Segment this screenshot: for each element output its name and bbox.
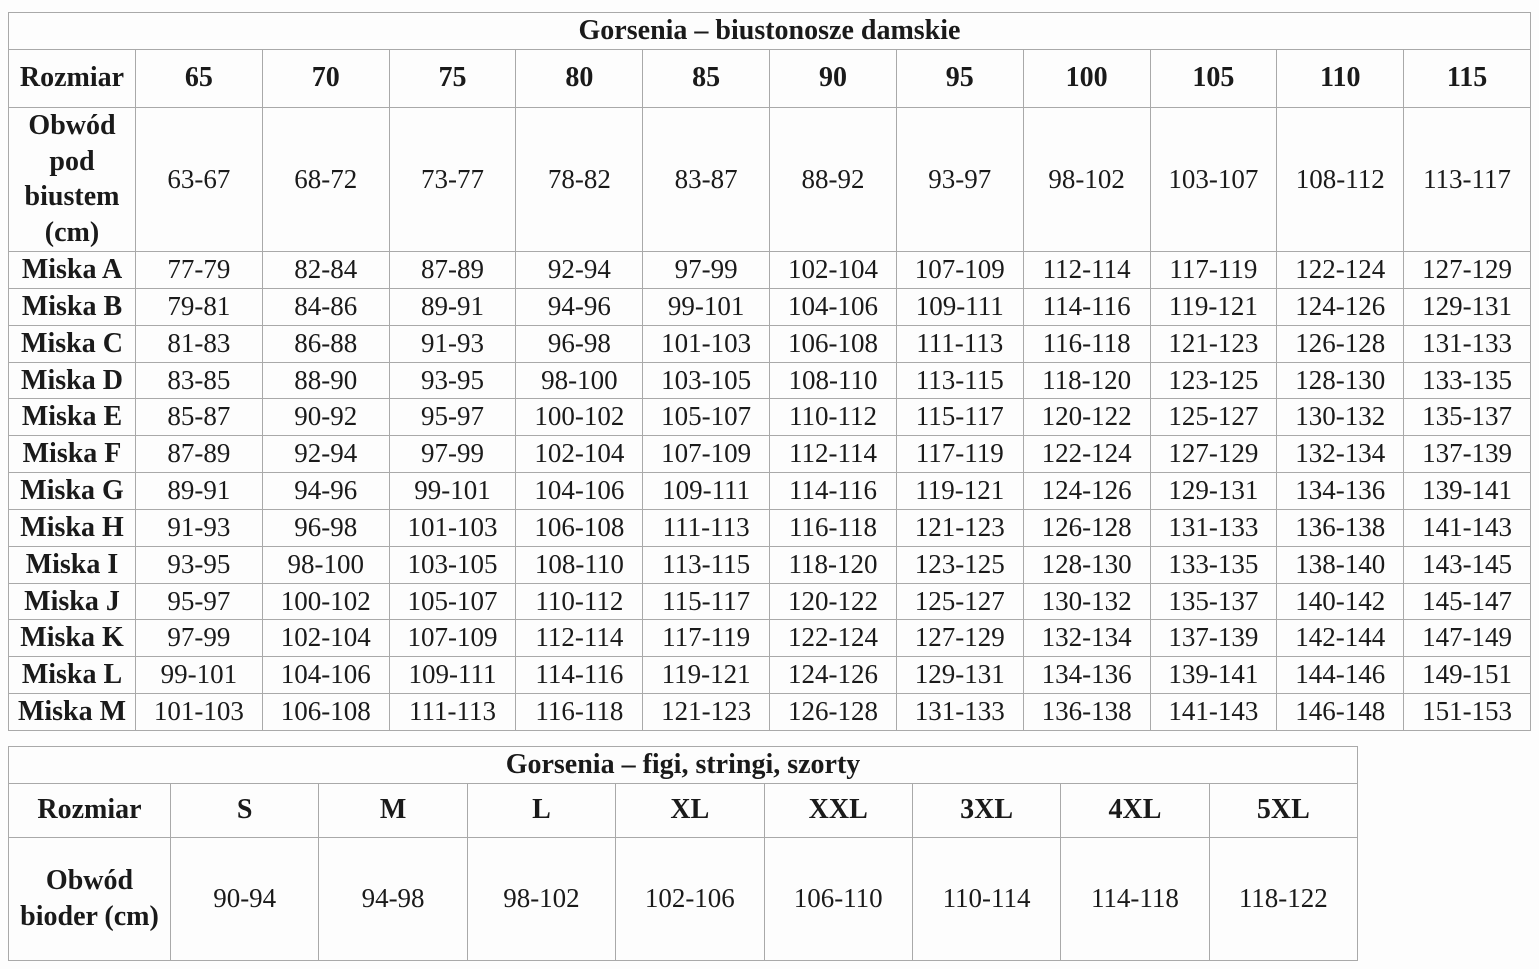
range-cell: 128-130 bbox=[1277, 362, 1404, 399]
range-cell: 98-102 bbox=[467, 837, 615, 960]
range-cell: 108-110 bbox=[770, 362, 897, 399]
row-label: Miska K bbox=[9, 620, 136, 657]
range-cell: 109-111 bbox=[896, 288, 1023, 325]
range-cell: 130-132 bbox=[1277, 399, 1404, 436]
range-cell: 135-137 bbox=[1150, 583, 1277, 620]
range-cell: 73-77 bbox=[389, 107, 516, 251]
range-cell: 131-133 bbox=[1404, 325, 1531, 362]
row-label: Obwód pod biustem (cm) bbox=[9, 107, 136, 251]
sizes-row bbox=[9, 783, 1358, 837]
range-cell: 98-102 bbox=[1023, 107, 1150, 251]
panties-table-body bbox=[9, 837, 1358, 960]
range-cell: 133-135 bbox=[1404, 362, 1531, 399]
range-cell: 119-121 bbox=[643, 657, 770, 694]
range-cell: 91-93 bbox=[389, 325, 516, 362]
size-header-cell: 65 bbox=[136, 49, 263, 107]
size-header-cell: 115 bbox=[1404, 49, 1531, 107]
range-cell: 94-96 bbox=[262, 473, 389, 510]
row-label: Obwód bioder (cm) bbox=[9, 837, 171, 960]
panties-table-title-row bbox=[9, 746, 1358, 783]
range-cell: 131-133 bbox=[1150, 509, 1277, 546]
row-label: Miska F bbox=[9, 436, 136, 473]
range-cell: 88-92 bbox=[770, 107, 897, 251]
row-label: Miska E bbox=[9, 399, 136, 436]
size-header-cell: 95 bbox=[896, 49, 1023, 107]
range-cell: 122-124 bbox=[1277, 252, 1404, 289]
range-cell: 83-87 bbox=[643, 107, 770, 251]
range-cell: 94-98 bbox=[319, 837, 467, 960]
bra-table-title: Gorsenia – biustonosze damskie bbox=[9, 13, 1531, 50]
range-cell: 110-112 bbox=[770, 399, 897, 436]
range-cell: 98-100 bbox=[516, 362, 643, 399]
range-cell: 117-119 bbox=[896, 436, 1023, 473]
range-cell: 119-121 bbox=[1150, 288, 1277, 325]
panties-size-table bbox=[8, 746, 1358, 961]
range-cell: 107-109 bbox=[643, 436, 770, 473]
range-cell: 111-113 bbox=[896, 325, 1023, 362]
table-row bbox=[9, 546, 1531, 583]
range-cell: 138-140 bbox=[1277, 546, 1404, 583]
range-cell: 145-147 bbox=[1404, 583, 1531, 620]
row-label: Miska I bbox=[9, 546, 136, 583]
range-cell: 124-126 bbox=[1277, 288, 1404, 325]
size-header-cell: XL bbox=[616, 783, 764, 837]
row-label: Miska L bbox=[9, 657, 136, 694]
range-cell: 134-136 bbox=[1023, 657, 1150, 694]
range-cell: 141-143 bbox=[1150, 694, 1277, 731]
range-cell: 114-116 bbox=[770, 473, 897, 510]
size-header-cell: M bbox=[319, 783, 467, 837]
range-cell: 113-115 bbox=[643, 546, 770, 583]
range-cell: 136-138 bbox=[1023, 694, 1150, 731]
range-cell: 149-151 bbox=[1404, 657, 1531, 694]
bra-table-body bbox=[9, 107, 1531, 730]
table-row bbox=[9, 694, 1531, 731]
range-cell: 115-117 bbox=[643, 583, 770, 620]
row-label: Miska C bbox=[9, 325, 136, 362]
range-cell: 106-108 bbox=[770, 325, 897, 362]
range-cell: 106-110 bbox=[764, 837, 912, 960]
size-header-cell: 100 bbox=[1023, 49, 1150, 107]
range-cell: 137-139 bbox=[1150, 620, 1277, 657]
range-cell: 122-124 bbox=[770, 620, 897, 657]
size-header-cell: 80 bbox=[516, 49, 643, 107]
range-cell: 124-126 bbox=[770, 657, 897, 694]
bra-size-table bbox=[8, 12, 1531, 731]
range-cell: 102-104 bbox=[770, 252, 897, 289]
range-cell: 118-122 bbox=[1209, 837, 1357, 960]
table-row bbox=[9, 620, 1531, 657]
range-cell: 97-99 bbox=[136, 620, 263, 657]
size-header-cell: 5XL bbox=[1209, 783, 1357, 837]
range-cell: 119-121 bbox=[896, 473, 1023, 510]
range-cell: 117-119 bbox=[1150, 252, 1277, 289]
range-cell: 90-94 bbox=[171, 837, 319, 960]
range-cell: 100-102 bbox=[516, 399, 643, 436]
table-row bbox=[9, 509, 1531, 546]
range-cell: 91-93 bbox=[136, 509, 263, 546]
range-cell: 132-134 bbox=[1277, 436, 1404, 473]
range-cell: 81-83 bbox=[136, 325, 263, 362]
range-cell: 95-97 bbox=[136, 583, 263, 620]
range-cell: 78-82 bbox=[516, 107, 643, 251]
range-cell: 95-97 bbox=[389, 399, 516, 436]
row-label: Miska B bbox=[9, 288, 136, 325]
range-cell: 94-96 bbox=[516, 288, 643, 325]
range-cell: 105-107 bbox=[389, 583, 516, 620]
range-cell: 124-126 bbox=[1023, 473, 1150, 510]
range-cell: 99-101 bbox=[136, 657, 263, 694]
range-cell: 102-104 bbox=[516, 436, 643, 473]
range-cell: 125-127 bbox=[896, 583, 1023, 620]
bra-table-title-row bbox=[9, 13, 1531, 50]
range-cell: 139-141 bbox=[1150, 657, 1277, 694]
range-cell: 137-139 bbox=[1404, 436, 1531, 473]
range-cell: 116-118 bbox=[516, 694, 643, 731]
range-cell: 131-133 bbox=[896, 694, 1023, 731]
range-cell: 93-95 bbox=[136, 546, 263, 583]
range-cell: 116-118 bbox=[770, 509, 897, 546]
range-cell: 89-91 bbox=[389, 288, 516, 325]
range-cell: 92-94 bbox=[262, 436, 389, 473]
range-cell: 143-145 bbox=[1404, 546, 1531, 583]
table-row bbox=[9, 583, 1531, 620]
range-cell: 112-114 bbox=[516, 620, 643, 657]
range-cell: 68-72 bbox=[262, 107, 389, 251]
range-cell: 77-79 bbox=[136, 252, 263, 289]
range-cell: 121-123 bbox=[896, 509, 1023, 546]
range-cell: 144-146 bbox=[1277, 657, 1404, 694]
range-cell: 101-103 bbox=[136, 694, 263, 731]
size-header-cell: 75 bbox=[389, 49, 516, 107]
table-row bbox=[9, 399, 1531, 436]
range-cell: 87-89 bbox=[136, 436, 263, 473]
range-cell: 118-120 bbox=[770, 546, 897, 583]
range-cell: 103-107 bbox=[1150, 107, 1277, 251]
range-cell: 123-125 bbox=[896, 546, 1023, 583]
range-cell: 86-88 bbox=[262, 325, 389, 362]
range-cell: 101-103 bbox=[389, 509, 516, 546]
range-cell: 93-97 bbox=[896, 107, 1023, 251]
range-cell: 114-118 bbox=[1061, 837, 1209, 960]
range-cell: 113-117 bbox=[1404, 107, 1531, 251]
range-cell: 123-125 bbox=[1150, 362, 1277, 399]
range-cell: 104-106 bbox=[770, 288, 897, 325]
range-cell: 102-104 bbox=[262, 620, 389, 657]
range-cell: 121-123 bbox=[643, 694, 770, 731]
corner-cell-rozmiar: Rozmiar bbox=[9, 49, 136, 107]
range-cell: 97-99 bbox=[643, 252, 770, 289]
range-cell: 133-135 bbox=[1150, 546, 1277, 583]
range-cell: 104-106 bbox=[516, 473, 643, 510]
range-cell: 127-129 bbox=[1404, 252, 1531, 289]
range-cell: 97-99 bbox=[389, 436, 516, 473]
row-label: Miska J bbox=[9, 583, 136, 620]
range-cell: 146-148 bbox=[1277, 694, 1404, 731]
range-cell: 88-90 bbox=[262, 362, 389, 399]
size-header-cell: 90 bbox=[770, 49, 897, 107]
range-cell: 104-106 bbox=[262, 657, 389, 694]
range-cell: 117-119 bbox=[643, 620, 770, 657]
range-cell: 116-118 bbox=[1023, 325, 1150, 362]
range-cell: 129-131 bbox=[896, 657, 1023, 694]
range-cell: 125-127 bbox=[1150, 399, 1277, 436]
range-cell: 129-131 bbox=[1150, 473, 1277, 510]
size-header-cell: L bbox=[467, 783, 615, 837]
range-cell: 139-141 bbox=[1404, 473, 1531, 510]
range-cell: 96-98 bbox=[516, 325, 643, 362]
row-label: Miska D bbox=[9, 362, 136, 399]
range-cell: 111-113 bbox=[643, 509, 770, 546]
range-cell: 141-143 bbox=[1404, 509, 1531, 546]
size-header-cell: XXL bbox=[764, 783, 912, 837]
range-cell: 136-138 bbox=[1277, 509, 1404, 546]
range-cell: 120-122 bbox=[770, 583, 897, 620]
range-cell: 99-101 bbox=[389, 473, 516, 510]
range-cell: 108-112 bbox=[1277, 107, 1404, 251]
range-cell: 147-149 bbox=[1404, 620, 1531, 657]
range-cell: 130-132 bbox=[1023, 583, 1150, 620]
range-cell: 109-111 bbox=[389, 657, 516, 694]
size-header-cell: 4XL bbox=[1061, 783, 1209, 837]
range-cell: 128-130 bbox=[1023, 546, 1150, 583]
range-cell: 92-94 bbox=[516, 252, 643, 289]
range-cell: 121-123 bbox=[1150, 325, 1277, 362]
range-cell: 142-144 bbox=[1277, 620, 1404, 657]
range-cell: 113-115 bbox=[896, 362, 1023, 399]
range-cell: 87-89 bbox=[389, 252, 516, 289]
range-cell: 114-116 bbox=[1023, 288, 1150, 325]
size-header-cell: 105 bbox=[1150, 49, 1277, 107]
table-row bbox=[9, 436, 1531, 473]
range-cell: 102-106 bbox=[616, 837, 764, 960]
range-cell: 106-108 bbox=[262, 694, 389, 731]
range-cell: 127-129 bbox=[896, 620, 1023, 657]
range-cell: 99-101 bbox=[643, 288, 770, 325]
range-cell: 115-117 bbox=[896, 399, 1023, 436]
row-label: Miska G bbox=[9, 473, 136, 510]
size-header-cell: S bbox=[171, 783, 319, 837]
range-cell: 108-110 bbox=[516, 546, 643, 583]
range-cell: 103-105 bbox=[389, 546, 516, 583]
range-cell: 110-114 bbox=[912, 837, 1060, 960]
table-row bbox=[9, 657, 1531, 694]
range-cell: 129-131 bbox=[1404, 288, 1531, 325]
range-cell: 79-81 bbox=[136, 288, 263, 325]
size-header-cell: 110 bbox=[1277, 49, 1404, 107]
range-cell: 90-92 bbox=[262, 399, 389, 436]
table-row bbox=[9, 252, 1531, 289]
range-cell: 84-86 bbox=[262, 288, 389, 325]
range-cell: 114-116 bbox=[516, 657, 643, 694]
range-cell: 132-134 bbox=[1023, 620, 1150, 657]
range-cell: 112-114 bbox=[1023, 252, 1150, 289]
range-cell: 118-120 bbox=[1023, 362, 1150, 399]
table-row bbox=[9, 107, 1531, 251]
table-row bbox=[9, 325, 1531, 362]
table-row bbox=[9, 837, 1358, 960]
range-cell: 105-107 bbox=[643, 399, 770, 436]
size-header-cell: 3XL bbox=[912, 783, 1060, 837]
range-cell: 98-100 bbox=[262, 546, 389, 583]
panties-table-title: Gorsenia – figi, stringi, szorty bbox=[9, 746, 1358, 783]
corner-cell-rozmiar: Rozmiar bbox=[9, 783, 171, 837]
sizes-row bbox=[9, 49, 1531, 107]
range-cell: 106-108 bbox=[516, 509, 643, 546]
range-cell: 135-137 bbox=[1404, 399, 1531, 436]
range-cell: 112-114 bbox=[770, 436, 897, 473]
range-cell: 85-87 bbox=[136, 399, 263, 436]
range-cell: 126-128 bbox=[1277, 325, 1404, 362]
range-cell: 151-153 bbox=[1404, 694, 1531, 731]
range-cell: 107-109 bbox=[389, 620, 516, 657]
table-row bbox=[9, 362, 1531, 399]
size-header-cell: 70 bbox=[262, 49, 389, 107]
range-cell: 89-91 bbox=[136, 473, 263, 510]
table-row bbox=[9, 473, 1531, 510]
range-cell: 82-84 bbox=[262, 252, 389, 289]
table-row bbox=[9, 288, 1531, 325]
range-cell: 83-85 bbox=[136, 362, 263, 399]
range-cell: 63-67 bbox=[136, 107, 263, 251]
range-cell: 110-112 bbox=[516, 583, 643, 620]
range-cell: 109-111 bbox=[643, 473, 770, 510]
size-header-cell: 85 bbox=[643, 49, 770, 107]
range-cell: 126-128 bbox=[770, 694, 897, 731]
range-cell: 96-98 bbox=[262, 509, 389, 546]
range-cell: 120-122 bbox=[1023, 399, 1150, 436]
range-cell: 111-113 bbox=[389, 694, 516, 731]
row-label: Miska M bbox=[9, 694, 136, 731]
range-cell: 107-109 bbox=[896, 252, 1023, 289]
range-cell: 122-124 bbox=[1023, 436, 1150, 473]
range-cell: 103-105 bbox=[643, 362, 770, 399]
range-cell: 93-95 bbox=[389, 362, 516, 399]
range-cell: 134-136 bbox=[1277, 473, 1404, 510]
row-label: Miska A bbox=[9, 252, 136, 289]
range-cell: 127-129 bbox=[1150, 436, 1277, 473]
range-cell: 100-102 bbox=[262, 583, 389, 620]
range-cell: 140-142 bbox=[1277, 583, 1404, 620]
range-cell: 101-103 bbox=[643, 325, 770, 362]
range-cell: 126-128 bbox=[1023, 509, 1150, 546]
row-label: Miska H bbox=[9, 509, 136, 546]
